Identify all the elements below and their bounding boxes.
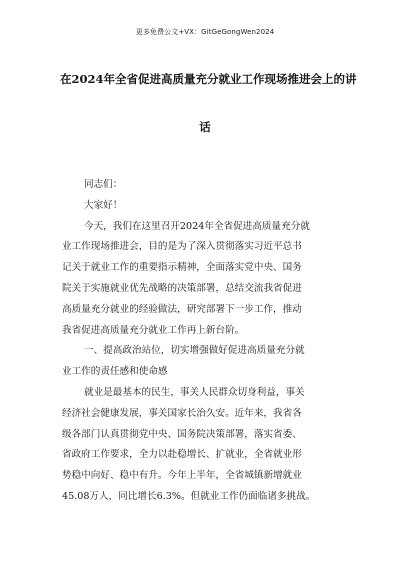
- salutation-line: 大家好！: [84, 199, 123, 211]
- body-line: 省政府工作要求，全力以赴稳增长、扩就业，全省就业形: [62, 449, 302, 461]
- body-line: 就业是最基本的民生，事关人民群众切身利益，事关: [84, 386, 305, 398]
- body-line: 今天，我们在这里召开2024年全省促进高质量充分就: [84, 220, 310, 232]
- header-note: 更多免费公文+VX：GitGeGongWen2024: [135, 28, 275, 36]
- body-line: 经济社会健康发展，事关国家长治久安。近年来，我省各: [62, 407, 302, 419]
- body-line: 45.08万人，同比增长6.3%。但就业工作仍面临诸多挑战。: [62, 490, 316, 502]
- body-line: 一、提高政治站位，切实增强做好促进高质量充分就: [84, 345, 305, 357]
- body-line: 业工作的责任感和使命感: [62, 366, 168, 378]
- body-line: 院关于实施就业优先战略的决策部署，总结交流我省促进: [62, 282, 302, 294]
- document-title-line-2: 话: [199, 120, 211, 134]
- paragraph: [62, 217, 358, 342]
- document-title-line-1: 在2024年全省促进高质量充分就业工作现场推进会上的讲: [60, 72, 357, 86]
- section-heading: [62, 341, 358, 383]
- salutation-line: 同志们：: [84, 179, 123, 190]
- body-line: 高质量充分就业的经验做法，研究部署下一步工作，推动: [62, 303, 302, 315]
- paragraph: [62, 383, 358, 508]
- body-line: 我省促进高质量充分就业工作再上新台阶。: [62, 324, 245, 336]
- body-line: 记关于就业工作的重要指示精神，全面落实党中央、国务: [62, 262, 302, 274]
- body-line: 势稳中向好、稳中有升。今年上半年，全省城镇新增就业: [62, 470, 302, 482]
- body-line: 级各部门认真贯彻党中央、国务院决策部署，落实省委、: [62, 428, 302, 440]
- document-body: [62, 175, 358, 508]
- body-line: 业工作现场推进会，目的是为了深入贯彻落实习近平总书: [62, 241, 302, 253]
